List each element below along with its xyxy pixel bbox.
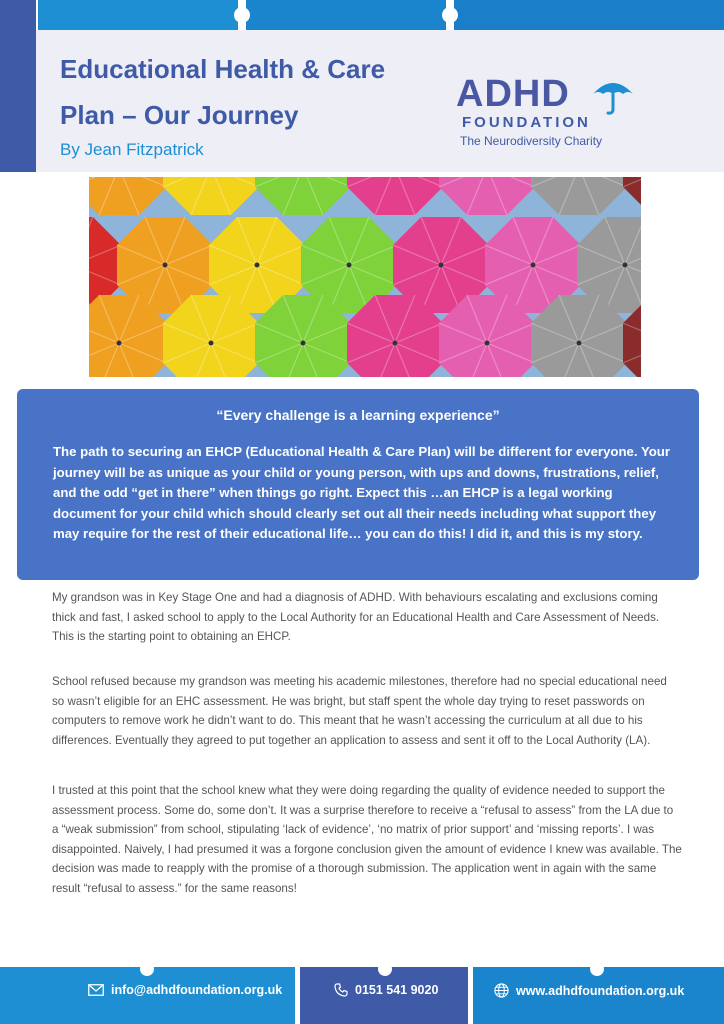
- email-link[interactable]: info@adhdfoundation.org.uk: [111, 983, 283, 997]
- website-link[interactable]: www.adhdfoundation.org.uk: [516, 983, 685, 998]
- top-puzzle-tab: [246, 0, 446, 30]
- logo-tagline: The Neurodiversity Charity: [460, 134, 603, 148]
- logo-subtitle: FOUNDATION: [462, 114, 591, 131]
- puzzle-knob: [234, 7, 250, 23]
- phone-icon: [334, 983, 348, 997]
- umbrella-canopy: [89, 177, 167, 215]
- top-puzzle-tab: [454, 0, 724, 30]
- story-paragraph: I trusted at this point that the school knew what they were doing regarding the quality of evidence needed to support the assessment process. Some do, some don’t. It was a surprise therefore to receive a “refusal to assess” from the LA due to a “weak submission” from school, stipulating ‘lack of evidence’, ‘no matrix of prior support’ and ‘missing reports’. I was disappointed. Naively, I had presumed it was a forgone conclusion given the amount of evidence I knew was available. The decision was made to reapply with the promise of a thorough submission. The application went in again with the same result “refusal to assess.” for the same reasons!: [52, 784, 682, 895]
- umbrella-canopy: [623, 177, 641, 215]
- umbrella-canopy: [531, 177, 627, 215]
- puzzle-knob: [442, 7, 458, 23]
- author-byline: By Jean Fitzpatrick: [60, 140, 204, 159]
- footer-email[interactable]: [88, 983, 282, 997]
- footer-phone[interactable]: [334, 983, 438, 997]
- puzzle-knob: [590, 962, 604, 976]
- story-paragraph: School refused because my grandson was meeting his academic milestones, therefore had no special educational need so wasn’t eligible for an EHC assessment. He was bright, but staff spent the whole day trying to reset passwords on computers to remove work he didn’t want to do. This meant that he wasn’t accessing the curriculum at all due to his differences. Eventually they agreed to put together an application to assess and sent it off to the Local Authority (LA).: [52, 675, 667, 747]
- logo-wordmark: ADHD: [456, 73, 570, 115]
- umbrella-canopy: [163, 177, 259, 215]
- umbrella-canopy: [347, 177, 443, 215]
- umbrella-canopy: [439, 177, 535, 215]
- title-line-2: Plan – Our Journey: [60, 100, 299, 130]
- title-line-1: Educational Health & Care: [60, 54, 386, 84]
- left-accent-bar: [0, 0, 36, 172]
- umbrellas-illustration: [89, 177, 641, 377]
- callout-body: The path to securing an EHCP (Educational Health & Care Plan) will be different for everyone. Your journey will be as unique as your child or young person, with ups and downs, frustrations, relief, and the odd “get in there” when things go right. Expect this …an EHCP is a legal working document for your child which should clearly set out all their needs including what support they may require for the rest of their educational life… you can do this! I did it, and this is my story.: [53, 444, 670, 541]
- umbrellas-photo: [89, 177, 641, 377]
- umbrella-icon: [590, 76, 636, 116]
- adhd-foundation-logo: [456, 74, 640, 154]
- puzzle-knob: [378, 962, 392, 976]
- page-title: [60, 46, 440, 138]
- envelope-icon: [88, 984, 104, 996]
- globe-icon: [494, 983, 509, 998]
- story-paragraph: My grandson was in Key Stage One and had a diagnosis of ADHD. With behaviours escalating and exclusions coming thick and fast, I asked school to apply to the Local Authority for an Educational Health and Care Assessment of Needs. This is the starting point to obtaining an EHCP.: [52, 591, 660, 643]
- phone-number[interactable]: 0151 541 9020: [355, 983, 439, 997]
- footer-website[interactable]: [494, 983, 684, 998]
- top-puzzle-tab: [38, 0, 238, 30]
- puzzle-knob: [140, 962, 154, 976]
- umbrella-canopy: [255, 177, 351, 215]
- callout-quote: “Every challenge is a learning experience”: [216, 407, 500, 423]
